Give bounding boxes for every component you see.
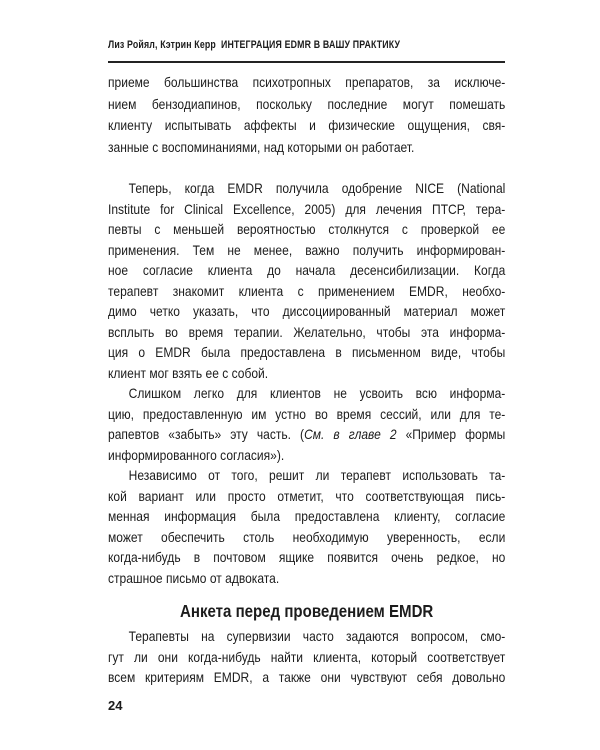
- text-line: всплыть во время терапии. Желательно, чтобы эта информа-: [108, 323, 506, 340]
- header-authors: Лиз Ройял, Кэтрин Керр: [108, 39, 216, 51]
- text-line: всем критериям EMDR, а также они чувствуют себя довольно: [108, 669, 506, 685]
- text-line: Терапевты на супервизии часто задаются вопросом, смо-: [128, 628, 506, 644]
- text-line: димо четко указать, что диссоциированный материал может: [108, 303, 506, 319]
- text-line: ное согласие клиента до начала десенсибилизации. Когда: [108, 262, 506, 278]
- paragraph: [108, 465, 505, 588]
- text-line: ция о EMDR была предоставлена в письменном виде, чтобы: [108, 344, 506, 360]
- text-line: кой вариант или просто отметит, что соответствующая пись-: [108, 487, 506, 504]
- text-line: клиенту испытывать аффекты и физические ощущения, свя-: [108, 117, 506, 133]
- paragraph: [108, 383, 505, 465]
- text-line: гут ли они когда-нибудь найти клиента, который соответствует: [108, 648, 506, 665]
- text-line: занные с воспоминаниями, над которыми он работает.: [108, 138, 415, 155]
- text-line: приеме большинства психотропных препаратов, за исключе-: [108, 74, 506, 90]
- text-line: менная информация была предоставлена клиенту, согласие: [108, 508, 506, 524]
- text-line: клиент мог взять ее с собой.: [108, 364, 269, 381]
- text-line: терапевт знакомит клиента с применением EMDR, необхо-: [108, 282, 506, 299]
- body-text: [108, 72, 505, 688]
- text-line: певты с меньшей вероятностью столкнутся с проверкой ее: [108, 221, 506, 237]
- text-line: Institute for Clinical Excellence, 2005) для лечения ПТСР, тера-: [108, 200, 506, 217]
- text-line: Независимо от того, решит ли терапевт использовать та-: [128, 467, 506, 483]
- text-line: цию, предоставленную им устно во время сессий, или для те-: [108, 405, 506, 422]
- running-header: [108, 38, 400, 52]
- paragraph: [108, 626, 505, 688]
- text-line: Слишком легко для клиентов не усвоить всю информа-: [128, 385, 506, 401]
- italic-cross-reference: См. в главе 2: [304, 426, 397, 442]
- text-line: применения. Тем не менее, важно получить информирован-: [108, 241, 506, 258]
- text-line: нием бензодиапинов, поскольку последние могут помешать: [108, 95, 506, 112]
- text-line: страшное письмо от адвоката.: [108, 569, 280, 586]
- text-line: информированного согласия»).: [108, 446, 285, 463]
- text-line: может обеспечить столь необходимую уверенность, если: [108, 528, 506, 545]
- paragraph: [108, 178, 505, 383]
- text-segment: рапевтов «забыть» эту часть. (: [108, 426, 305, 442]
- paragraph: [108, 72, 505, 158]
- text-line: [108, 424, 505, 445]
- page-number: 24: [108, 698, 123, 713]
- section-heading: Анкета перед проведением EMDR: [179, 601, 434, 621]
- header-title: ИНТЕГРАЦИЯ EDMR В ВАШУ ПРАКТИКУ: [220, 39, 401, 51]
- text-line: когда-нибудь в почтовом ящике появится очень редкое, но: [108, 549, 506, 565]
- header-rule: [108, 61, 505, 63]
- text-line: Теперь, когда EMDR получила одобрение NICE (National: [128, 180, 506, 196]
- text-segment: «Пример формы: [396, 426, 506, 442]
